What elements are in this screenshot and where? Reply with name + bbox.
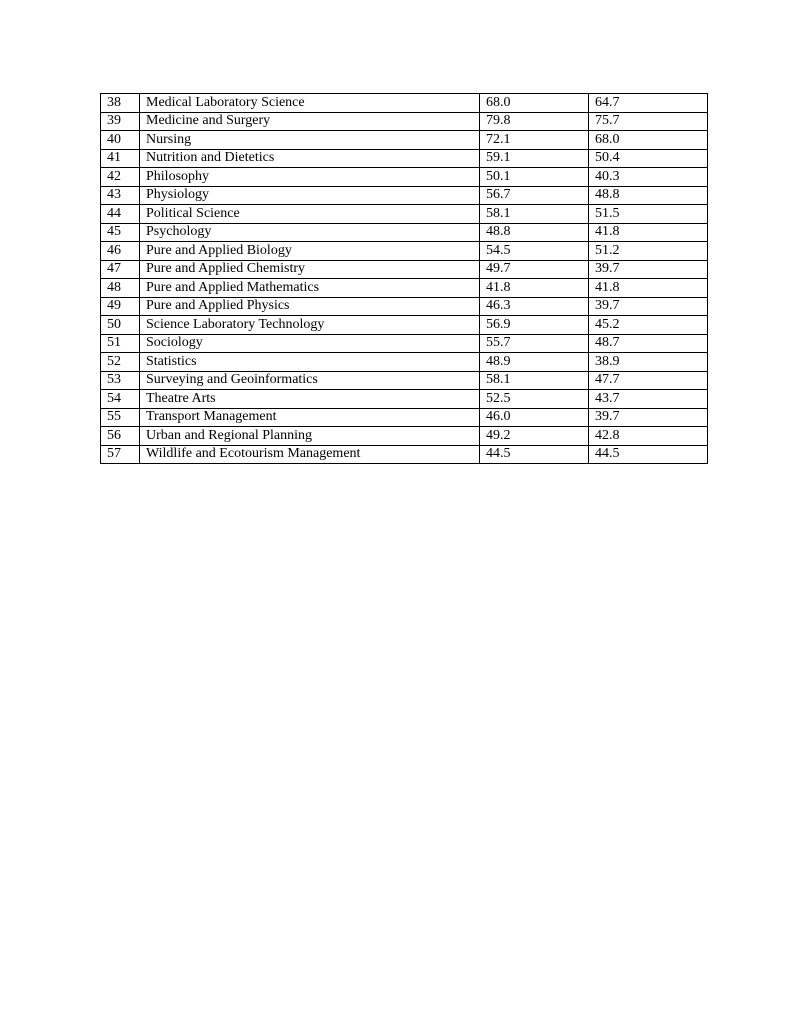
- score-value-1: 59.1: [480, 149, 589, 168]
- programme-scores-table: [100, 93, 708, 464]
- score-value-2: 45.2: [589, 316, 708, 335]
- table-row: [101, 223, 708, 242]
- table-row: [101, 279, 708, 298]
- score-value-2: 48.7: [589, 334, 708, 353]
- programme-name: Philosophy: [140, 168, 480, 187]
- table-row: [101, 168, 708, 187]
- programme-name: Pure and Applied Mathematics: [140, 279, 480, 298]
- score-value-1: 50.1: [480, 168, 589, 187]
- row-number: 54: [101, 390, 140, 409]
- score-value-1: 49.7: [480, 260, 589, 279]
- row-number: 48: [101, 279, 140, 298]
- row-number: 49: [101, 297, 140, 316]
- score-value-2: 68.0: [589, 131, 708, 150]
- programme-name: Wildlife and Ecotourism Management: [140, 445, 480, 464]
- table-row: [101, 94, 708, 113]
- row-number: 40: [101, 131, 140, 150]
- table-row: [101, 112, 708, 131]
- score-value-1: 44.5: [480, 445, 589, 464]
- table-row: [101, 316, 708, 335]
- programme-name: Transport Management: [140, 408, 480, 427]
- programme-name: Science Laboratory Technology: [140, 316, 480, 335]
- row-number: 57: [101, 445, 140, 464]
- score-value-1: 41.8: [480, 279, 589, 298]
- row-number: 56: [101, 427, 140, 446]
- row-number: 45: [101, 223, 140, 242]
- score-value-2: 41.8: [589, 223, 708, 242]
- score-value-1: 56.7: [480, 186, 589, 205]
- row-number: 52: [101, 353, 140, 372]
- table-row: [101, 149, 708, 168]
- table-row: [101, 131, 708, 150]
- table-row: [101, 408, 708, 427]
- score-value-1: 48.9: [480, 353, 589, 372]
- programme-name: Political Science: [140, 205, 480, 224]
- row-number: 39: [101, 112, 140, 131]
- table-row: [101, 297, 708, 316]
- row-number: 50: [101, 316, 140, 335]
- score-value-2: 51.2: [589, 242, 708, 261]
- score-value-1: 52.5: [480, 390, 589, 409]
- score-value-2: 48.8: [589, 186, 708, 205]
- score-value-2: 39.7: [589, 297, 708, 316]
- table-row: [101, 353, 708, 372]
- score-value-2: 42.8: [589, 427, 708, 446]
- score-value-1: 46.0: [480, 408, 589, 427]
- programme-name: Statistics: [140, 353, 480, 372]
- programme-name: Nutrition and Dietetics: [140, 149, 480, 168]
- programme-name: Surveying and Geoinformatics: [140, 371, 480, 390]
- row-number: 38: [101, 94, 140, 113]
- programme-name: Medicine and Surgery: [140, 112, 480, 131]
- score-value-2: 39.7: [589, 408, 708, 427]
- score-value-1: 48.8: [480, 223, 589, 242]
- score-value-1: 46.3: [480, 297, 589, 316]
- programme-name: Medical Laboratory Science: [140, 94, 480, 113]
- table-row: [101, 260, 708, 279]
- score-value-2: 50.4: [589, 149, 708, 168]
- row-number: 43: [101, 186, 140, 205]
- table-row: [101, 390, 708, 409]
- score-value-1: 68.0: [480, 94, 589, 113]
- row-number: 44: [101, 205, 140, 224]
- programme-name: Theatre Arts: [140, 390, 480, 409]
- score-value-2: 38.9: [589, 353, 708, 372]
- programme-name: Sociology: [140, 334, 480, 353]
- row-number: 47: [101, 260, 140, 279]
- table-row: [101, 371, 708, 390]
- table-row: [101, 427, 708, 446]
- score-value-2: 44.5: [589, 445, 708, 464]
- score-value-1: 58.1: [480, 205, 589, 224]
- score-value-2: 51.5: [589, 205, 708, 224]
- score-value-2: 40.3: [589, 168, 708, 187]
- row-number: 53: [101, 371, 140, 390]
- score-value-2: 41.8: [589, 279, 708, 298]
- row-number: 46: [101, 242, 140, 261]
- row-number: 41: [101, 149, 140, 168]
- table-row: [101, 242, 708, 261]
- table-row: [101, 445, 708, 464]
- programme-name: Physiology: [140, 186, 480, 205]
- score-value-2: 39.7: [589, 260, 708, 279]
- score-value-1: 54.5: [480, 242, 589, 261]
- table-row: [101, 334, 708, 353]
- table-row: [101, 205, 708, 224]
- score-value-2: 43.7: [589, 390, 708, 409]
- row-number: 51: [101, 334, 140, 353]
- score-value-1: 56.9: [480, 316, 589, 335]
- score-value-2: 64.7: [589, 94, 708, 113]
- programme-name: Pure and Applied Chemistry: [140, 260, 480, 279]
- score-value-2: 47.7: [589, 371, 708, 390]
- score-value-1: 79.8: [480, 112, 589, 131]
- score-value-1: 72.1: [480, 131, 589, 150]
- score-value-1: 55.7: [480, 334, 589, 353]
- score-value-1: 58.1: [480, 371, 589, 390]
- score-value-1: 49.2: [480, 427, 589, 446]
- programme-name: Psychology: [140, 223, 480, 242]
- programme-name: Pure and Applied Biology: [140, 242, 480, 261]
- table-row: [101, 186, 708, 205]
- row-number: 55: [101, 408, 140, 427]
- programme-name: Pure and Applied Physics: [140, 297, 480, 316]
- programme-name: Nursing: [140, 131, 480, 150]
- programme-name: Urban and Regional Planning: [140, 427, 480, 446]
- score-value-2: 75.7: [589, 112, 708, 131]
- row-number: 42: [101, 168, 140, 187]
